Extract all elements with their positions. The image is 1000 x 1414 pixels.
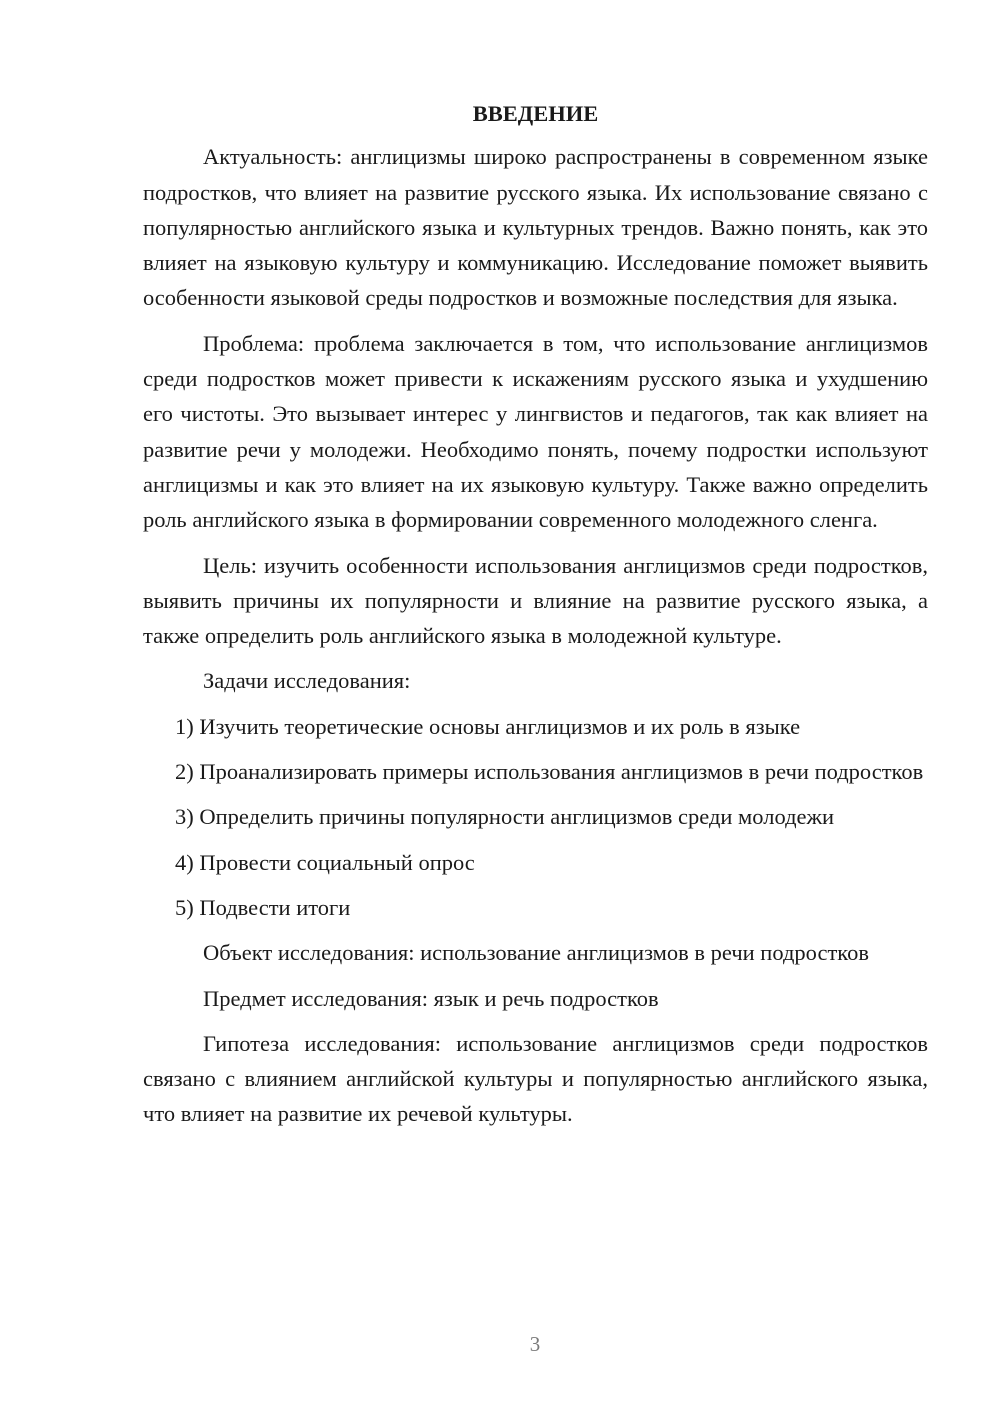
paragraph-relevance: Актуальность: англицизмы широко распространены в современном языке подростков, что влияет на развитие русского языка. Их использование связано с популярностью английского языка и культурных трендов. Важно понять, как это влияет на языковую культуру и коммуникацию. Исследование поможет выявить особенности языковой среды подростков и возможные последствия для языка. (143, 144, 928, 311)
paragraph-problem: Проблема: проблема заключается в том, что использование англицизмов среди подростков может привести к искажениям русского языка и ухудшению его чистоты. Это вызывает интерес у лингвистов и педагогов, так как влияет на развитие речи у молодежи. Необходимо понять, почему подростки используют англицизмы и как это влияет на их языковую культуру. Также важно определить роль английского языка в формировании современного молодежного сленга. (143, 330, 928, 533)
paragraph-subject: Предмет исследования: язык и речь подростков (203, 985, 659, 1011)
section-title: ВВЕДЕНИЕ (472, 101, 599, 126)
document-body (143, 96, 928, 1142)
paragraph-hypothesis: Гипотеза исследования: использование англицизмов среди подростков связано с влиянием английской культуры и популярностью английского языка, что влияет на развитие их речевой культуры. (143, 1030, 928, 1127)
page-number: 3 (529, 1332, 541, 1356)
task-item-3: 3) Определить причины популярности англицизмов среди молодежи (175, 804, 835, 830)
paragraph-object: Объект исследования: использование англицизмов в речи подростков (203, 940, 869, 966)
task-item-4: 4) Провести социальный опрос (175, 849, 475, 875)
tasks-heading: Задачи исследования: (203, 668, 411, 694)
task-item-2: 2) Проанализировать примеры использования англицизмов в речи подростков (175, 759, 924, 785)
task-item-1: 1) Изучить теоретические основы англицизмов и их роль в языке (175, 713, 801, 739)
paragraph-goal: Цель: изучить особенности использования англицизмов среди подростков, выявить причины их популярности и влияние на развитие русского языка, а также определить роль английского языка в молодежной культуре. (143, 552, 928, 649)
task-item-5: 5) Подвести итоги (175, 894, 351, 920)
